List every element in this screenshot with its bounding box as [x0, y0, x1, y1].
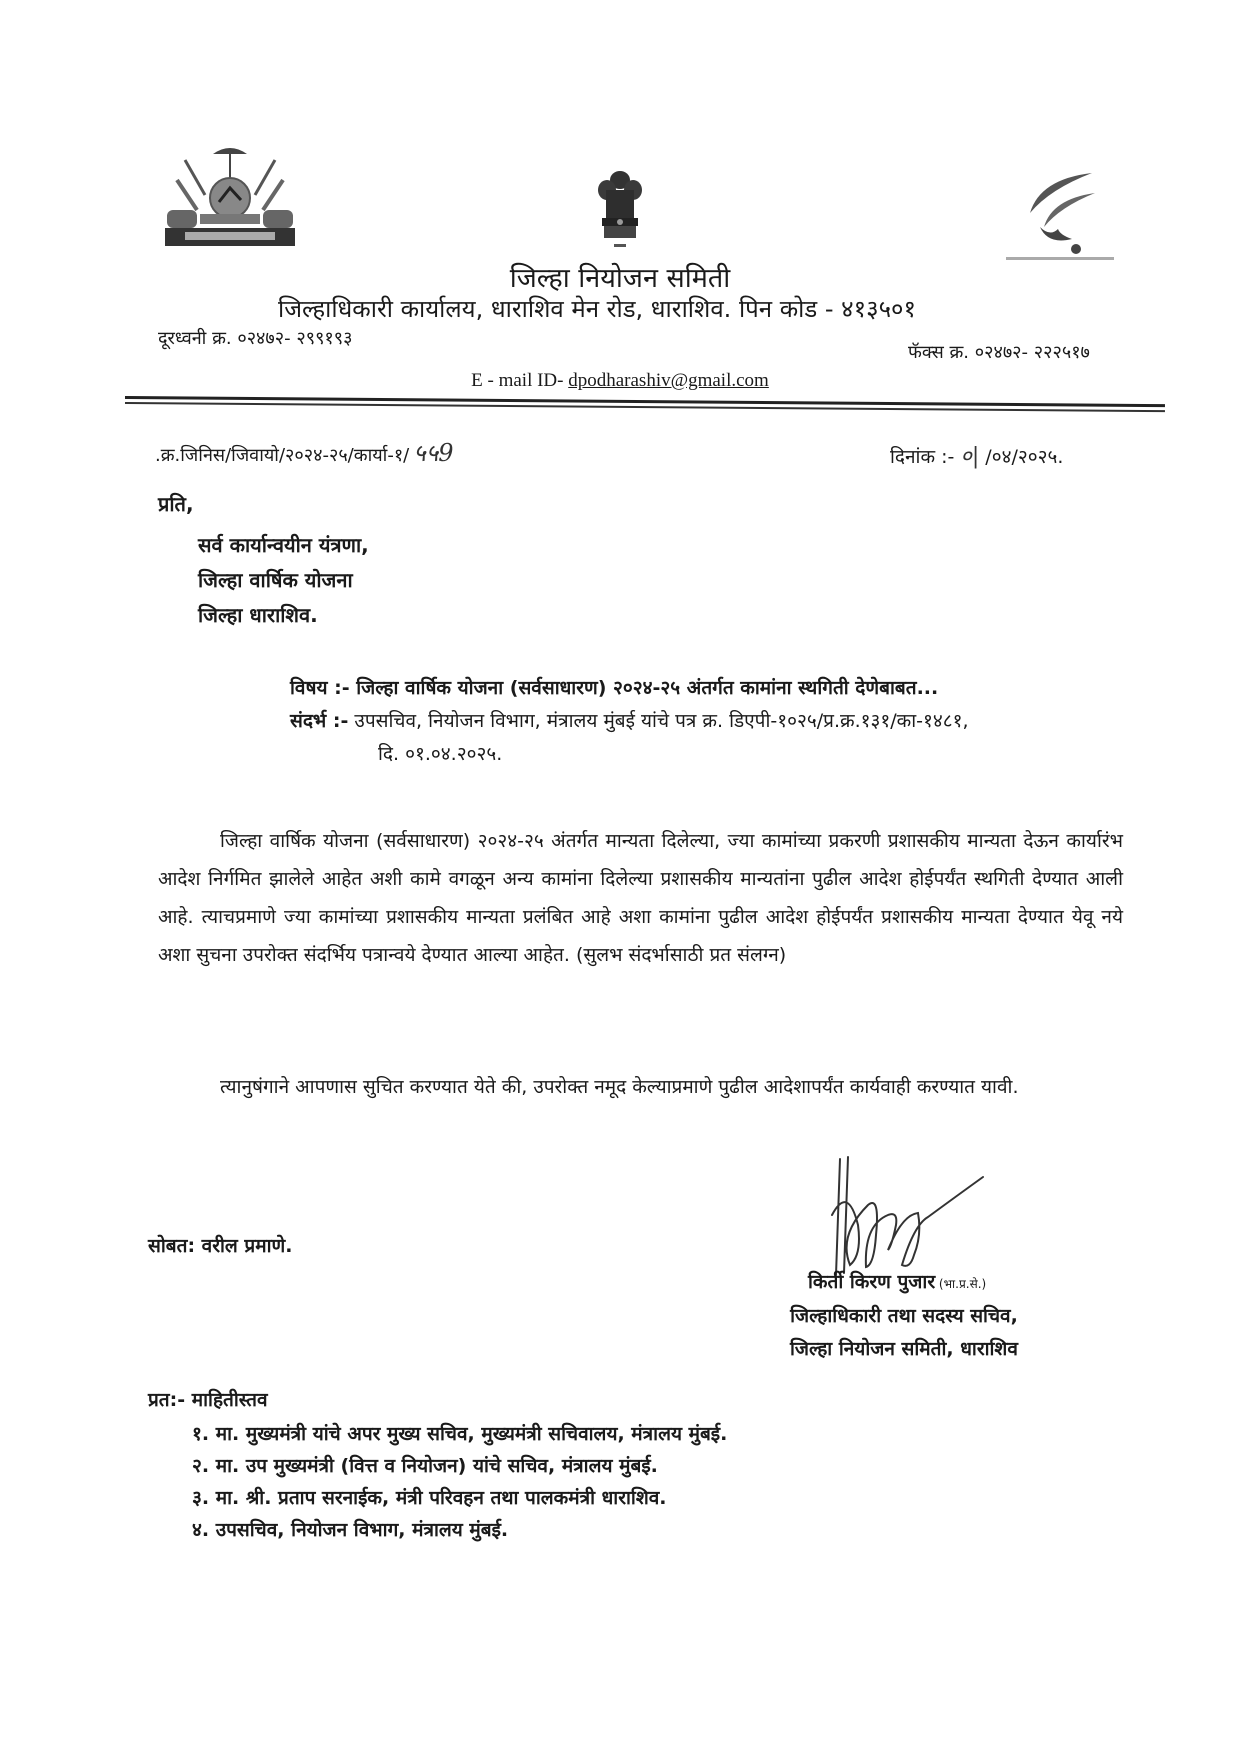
org-address: जिल्हाधिकारी कार्यालय, धाराशिव मेन रोड, धाराशिव. पिन कोड - ४१३५०१ — [278, 295, 917, 323]
fax-number: फॅक्स क्र. ०२४७२- २२२५१७ — [908, 342, 1090, 363]
reference-number-printed: .क्र.जिनिस/जिवायो/२०२४-२५/कार्या-१/ — [155, 445, 410, 466]
subject-text: जिल्हा वार्षिक योजना (सर्वसाधारण) २०२४-२५ अंतर्गत कामांना स्थगिती देणेबाबत... — [349, 677, 939, 699]
signatory-name — [808, 1268, 986, 1294]
org-title: जिल्हा नियोजन समिती — [509, 263, 731, 294]
subject-block — [290, 672, 969, 771]
ashoka-emblem-logo — [594, 168, 646, 258]
copy-to-item: १. मा. मुख्यमंत्री यांचे अपर मुख्य सचिव, मुख्यमंत्री सचिवालय, मंत्रालय मुंबई. — [192, 1423, 728, 1445]
copy-to-heading: प्रत:- माहितीस्तव — [148, 1389, 268, 1411]
email-link[interactable]: dpodharashiv@gmail.com — [568, 370, 769, 391]
designation-line-1: जिल्हाधिकारी तथा सदस्य सचिव, — [790, 1305, 1018, 1327]
signatory-designation — [790, 1300, 1018, 1366]
district-emblem-logo — [155, 140, 305, 252]
date-day-handwritten: ०| — [960, 444, 980, 469]
reference-date: दि. ०१.०४.२०२५. — [378, 743, 503, 765]
copy-to-list — [192, 1418, 727, 1546]
subject-line — [290, 672, 969, 705]
recipient-line: सर्व कार्यान्वयीन यंत्रणा, — [198, 533, 369, 557]
signatory-service: (भा.प्र.से.) — [935, 1277, 987, 1291]
signatory-name-text: किर्ती किरण पुजार — [808, 1271, 936, 1293]
letter-reference-number — [155, 436, 454, 469]
body-paragraph-1: जिल्हा वार्षिक योजना (सर्वसाधारण) २०२४-२५ अंतर्गत मान्यता दिलेल्या, ज्या कामांच्या प्रकरणी प्रशासकीय मान्यता देऊन कार्यारंभ आदेश निर्गमित झालेले आहेत अशी कामे वगळून अन्य कामांना दिलेल्या प्रशासकीय मान्यतांना पुढील आदेश होईपर्यंत स्थगिती देण्यात आली आहे. त्याचप्रमाणे ज्या कामांच्या प्रशासकीय मान्यता प्रलंबित आहे अशा कामांना पुढील आदेश होईपर्यंत प्रशासकीय मान्यता देण्यात येवू नये अशा सुचना उपरोक्त संदर्भिय पत्रान्वये देण्यात आल्या आहेत. (सुलभ संदर्भासाठी प्रत संलग्न) — [158, 830, 1123, 966]
email-line — [0, 370, 1240, 392]
email-label: E - mail ID- — [471, 370, 569, 391]
date-month-year: /०४/२०२५. — [979, 446, 1064, 468]
recipient-line: जिल्हा वार्षिक योजना — [198, 568, 353, 592]
reference-line — [290, 705, 969, 738]
reference-label: संदर्भ :- — [290, 710, 349, 732]
body-paragraph-2: त्यानुषंगाने आपणास सुचित करण्यात येते की, उपरोक्त नमूद केल्याप्रमाणे पुढील आदेशापर्यंत कार्यवाही करण्यात यावी. — [220, 1076, 1019, 1098]
date-label: दिनांक :- — [890, 446, 961, 468]
reference-number-handwritten: ५५9 — [413, 439, 454, 467]
enclosure-note: सोबत: वरील प्रमाणे. — [148, 1235, 293, 1257]
designation-line-2: जिल्हा नियोजन समिती, धाराशिव — [790, 1338, 1018, 1360]
recipient-line: जिल्हा धाराशिव. — [198, 603, 318, 627]
copy-to-item: २. मा. उप मुख्यमंत्री (वित्त व नियोजन) यांचे सचिव, मंत्रालय मुंबई. — [192, 1455, 658, 1477]
reference-text: उपसचिव, नियोजन विभाग, मंत्रालय मुंबई यांचे पत्र क्र. डिएपी-१०२५/प्र.क्र.१३१/का-१४८१, — [348, 710, 969, 732]
copy-to-item: ४. उपसचिव, नियोजन विभाग, मंत्रालय मुंबई. — [192, 1519, 509, 1541]
phone-number: दूरध्वनी क्र. ०२४७२- २९९१९३ — [158, 328, 353, 349]
recipient-address — [198, 528, 369, 633]
letter-date — [890, 440, 1063, 470]
copy-to-item: ३. मा. श्री. प्रताप सरनाईक, मंत्री परिवहन तथा पालकमंत्री धाराशिव. — [192, 1487, 667, 1509]
salutation: प्रति, — [158, 492, 194, 516]
subject-label: विषय :- — [290, 677, 350, 699]
district-brand-logo — [1000, 165, 1120, 265]
